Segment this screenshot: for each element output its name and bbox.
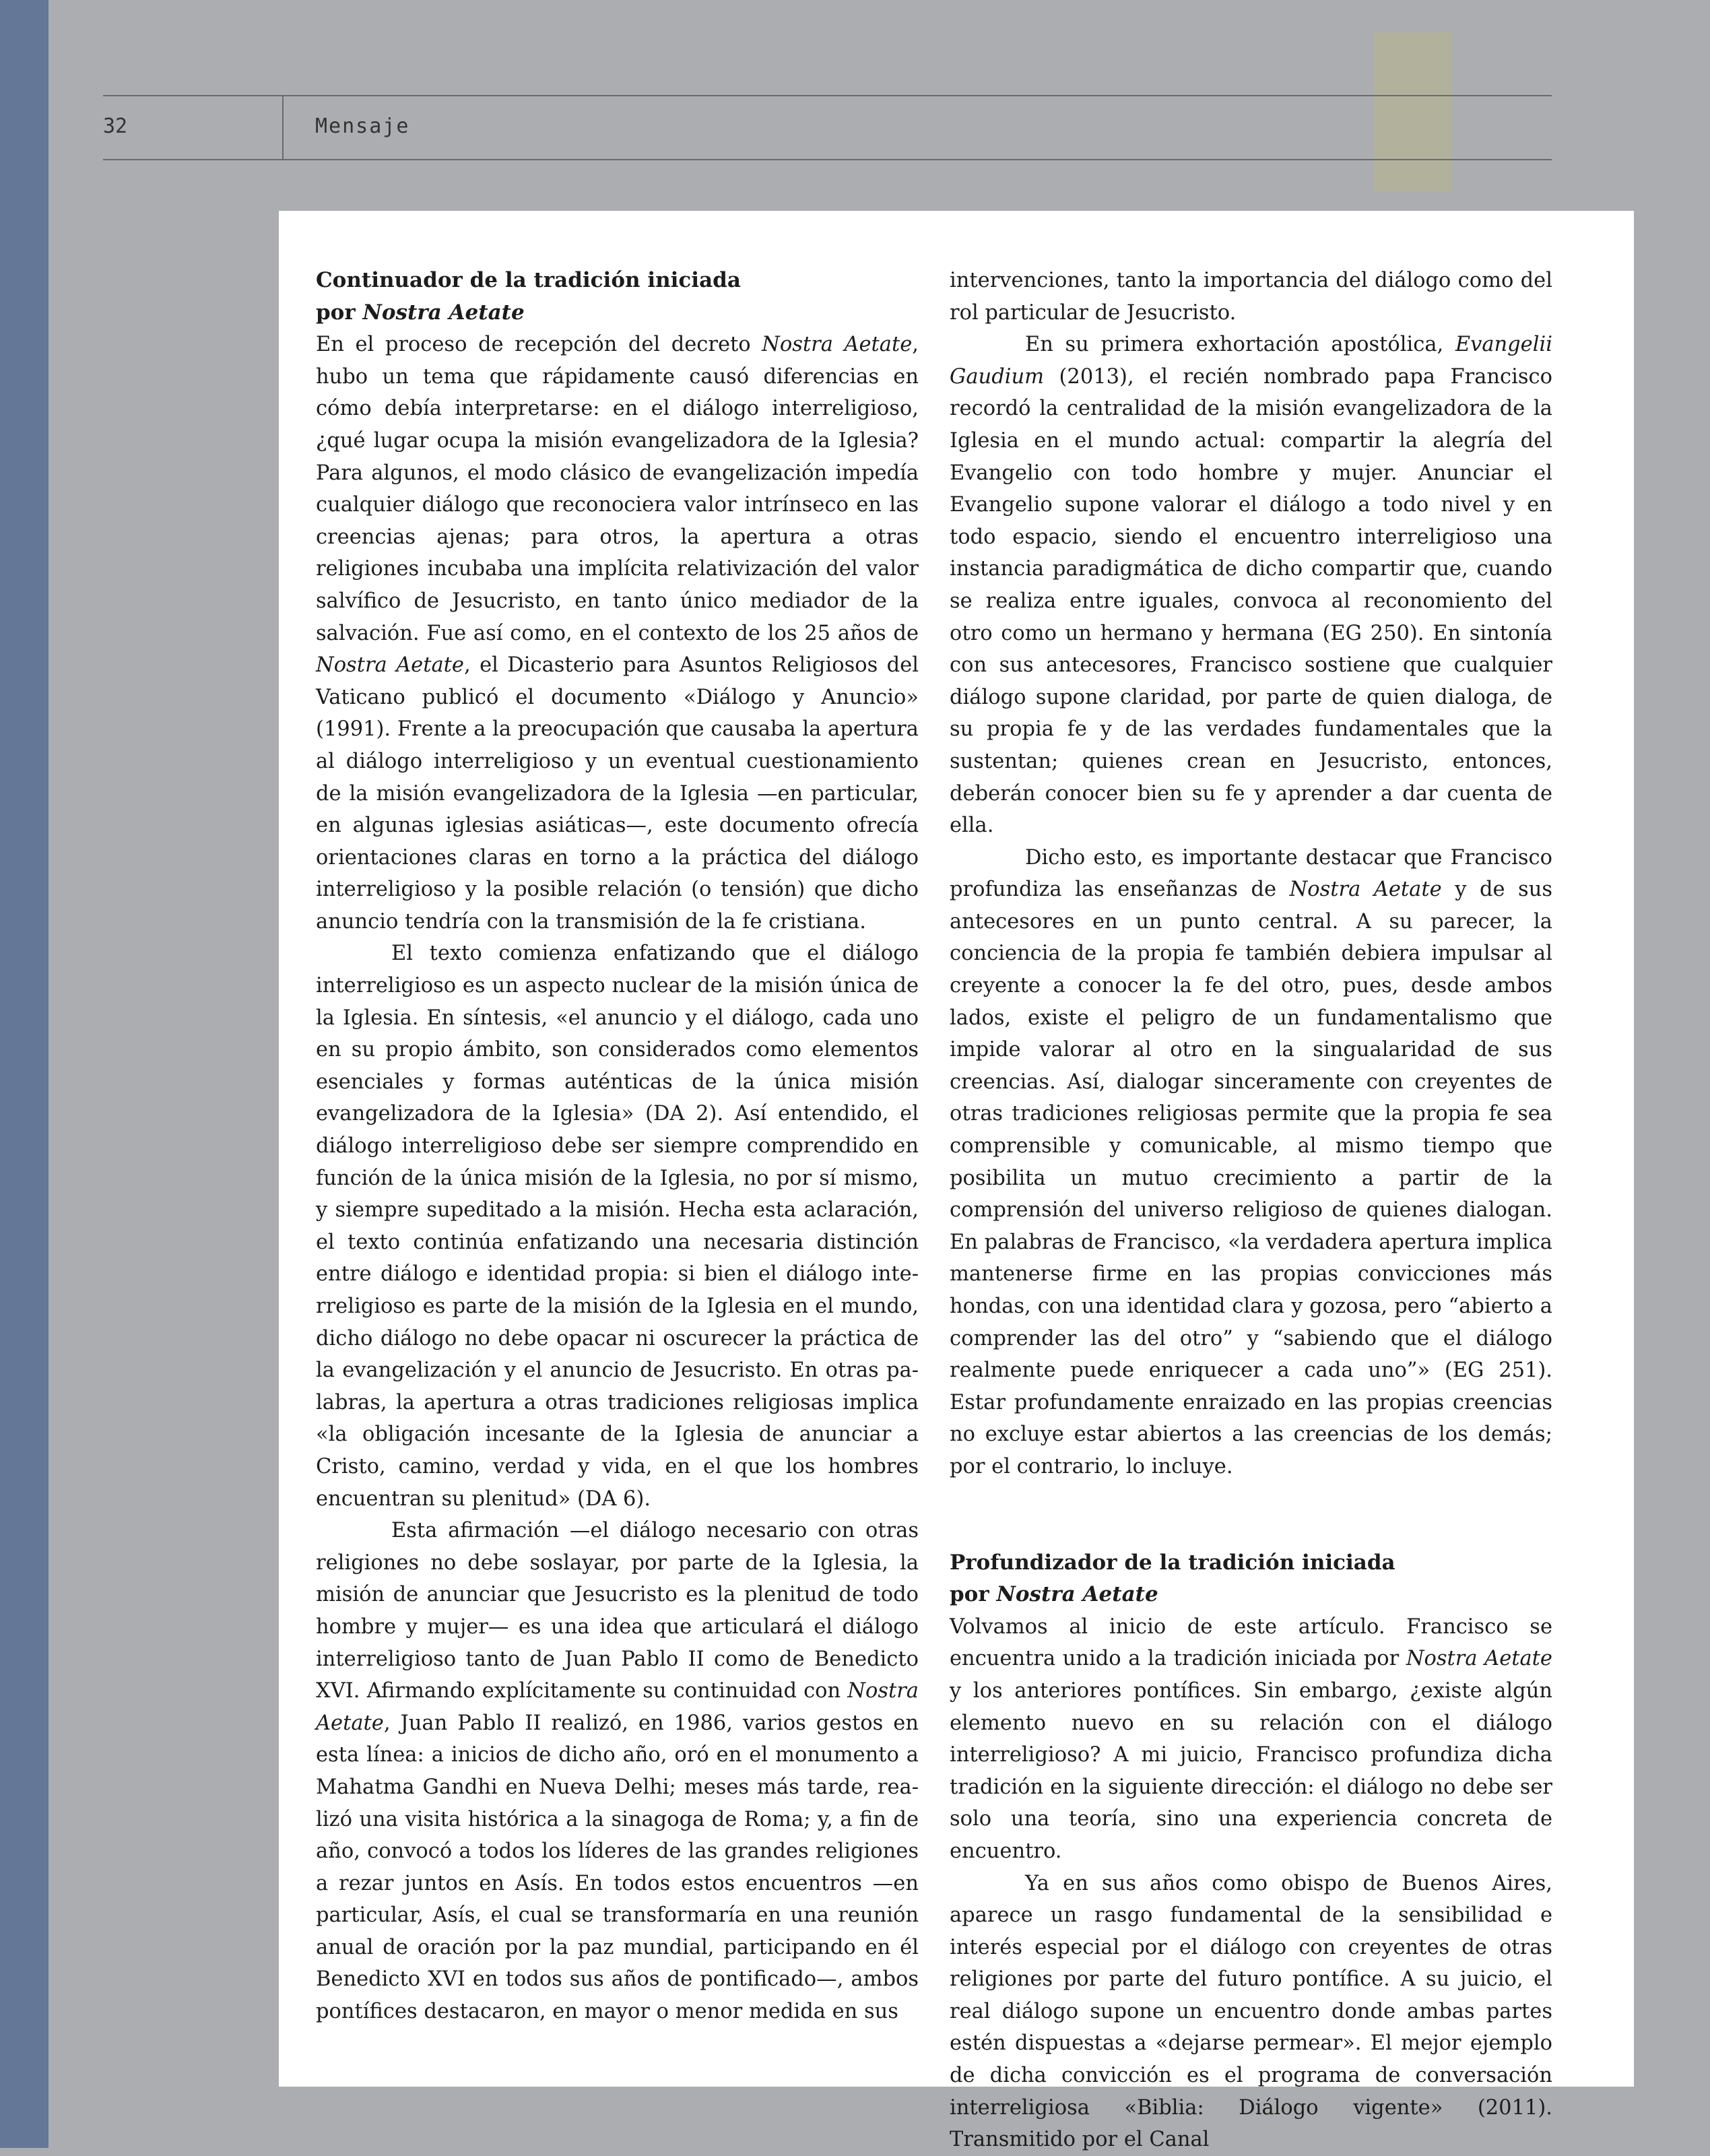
text-run: como de Benedicto [704, 1647, 919, 1671]
italic-run: Nostra Aetate [1406, 1647, 1552, 1671]
content-panel [279, 211, 1634, 2152]
roman-numeral: II [688, 1647, 704, 1671]
text-run: 250). En sintonía con sus antecesores, Francisco sostiene que cualquier diálogo supone claridad, por parte de quien dialoga, de su propia fe y de las verdades fundamentales que la sustentan; quienes crean en Jesucristo, entonces, deberán conocer bien su fe y aprender a dar cuenta de ella. [950, 621, 1552, 838]
text-run: En el proceso de recepción del decreto [316, 333, 762, 357]
text-run: . Afirmando explícitamente su continuidad con [353, 1679, 848, 1703]
side-band [0, 0, 48, 2148]
italic-run: Nostra Aetate [1289, 878, 1442, 902]
paragraph [950, 329, 1552, 842]
text-run: Volvamos al inicio de este artículo. Francisco se encuentra unido a la tradición iniciada por [950, 1614, 1552, 1671]
text-run: , Juan Pablo [383, 1711, 525, 1735]
header-rule-top [103, 95, 1552, 96]
italic-run: Evangelii Gaudium [950, 333, 1552, 389]
paragraph [316, 938, 919, 1515]
roman-numeral: XVI [316, 1679, 354, 1703]
text-run: , hubo un tema que rápidamente causó diferencias en cómo debía interpretarse: en el diálogo interreligioso, ¿qué lugar ocupa la misión evangelizadora de la Iglesia? Para algunos, el modo clásico de evangelización impedía cualquier diálogo que reconociera valor intrínseco en las creencias ajenas; para otros, la apertura a otras religiones incubaba una implícita relativización del valor salvífico de Jesucristo, en tanto único mediador de la salvación. Fue así como, en el contexto de los 25 años de [316, 333, 919, 645]
text-run: Dicho esto, es importante destacar que Francisco profundiza las enseñanzas de [950, 845, 1552, 902]
italic-run: Nostra Aetate [316, 653, 464, 678]
heading-line2-italic: Nostra Aetate [996, 1582, 1158, 1607]
abbreviation: DA [585, 1487, 617, 1511]
heading-line1: Profundizador de la tradición iniciada [950, 1550, 1395, 1575]
roman-numeral: XVI [428, 1967, 465, 1992]
italic-run: Nostra Aetate [762, 333, 913, 357]
paragraph [950, 842, 1552, 1483]
italic-run: Nostra Aetate [316, 1679, 919, 1735]
heading-line2-italic: Nostra Aetate [362, 300, 525, 325]
text-run: realizó, en 1986, varios gestos en esta línea: a inicios de dicho año, oró en el monumento a Mahatma Gandhi en Nueva Delhi; meses más tarde, realizó una visita histórica a la sinagoga de Roma; y, a fin de año, convocó a todos los líderes de las grandes religiones a rezar juntos en Asís. En todos estos encuentros —en particular, Asís, el cual se transformaría en una reunión anual de oración por la paz mundial, participando en él Benedicto [316, 1711, 919, 1992]
section-label: Mensaje [315, 115, 410, 138]
text-run: en todos sus años de pontificado—, ambos pontífices destacaron, en mayor o menor medida en sus [316, 1967, 919, 2024]
heading-line2-prefix: por [950, 1582, 997, 1607]
page-number: 32 [103, 115, 128, 138]
text-run: y de sus antecesores en un punto central. A su parecer, la conciencia de la propia fe también debiera impulsar al creyente a conocer la fe del otro, pues, desde ambos lados, existe el peligro de un fundamentalismo que impide valorar al otro en la singualaridad de sus creencias. Así, dialogar sinceramente con creyentes de otras tradiciones religiosas permite que la propia fe sea comprensible y comunicable, al mismo tiempo que posibilita un mutuo crecimiento a partir de la comprensión del universo religioso de quienes dialogan. En palabras de Francisco, «la verdadera apertura implica mantenerse firme en las propias convicciones más hondas, con una identidad clara y gozosa, pero “abierto a comprender las del otro” y “sabiendo que el diálogo realmente puede enriquecer a cada uno”» ( [950, 878, 1552, 1383]
paragraph: Ya en sus años como obispo de Buenos Aires, aparece un rasgo fundamental de la sensibilidad e interés especial por el diálogo con creyentes de otras religiones por parte del futuro pontífice. A su juicio, el real diálogo supone un encuentro donde ambas partes estén dispuestas a «dejarse permear». El mejor ejemplo de dicha convicción es el programa de conversación interreligiosa «Biblia: Diálogo vigente» (2011). Transmitido por el Canal [950, 1871, 1552, 2152]
text-run: 251). Estar profundamente enraizado en las propias creencias no excluye estar abiertos a las creencias de los demás; por el contrario, lo incluye. [950, 1359, 1552, 1478]
text-run: Esta afirmación —el diálogo necesario con otras religiones no debe soslayar, por parte de la Iglesia, la misión de anunciar que Jesucristo es la plenitud de todo hombre y mujer— es una idea que articulará el diálogo interreligioso tanto de Juan Pablo [316, 1519, 919, 1671]
paragraph: intervenciones, tanto la importancia del diálogo como del rol particular de Jesucristo. [950, 269, 1552, 325]
header-divider [282, 95, 284, 160]
abbreviation: DA [653, 1102, 685, 1126]
text-run: 2). Así entendido, el diálogo interreligioso debe ser siempre comprendido en función de la única misión de la Iglesia, no por sí mismo, y siempre supeditado a la misión. Hecha esta aclaración, el texto continúa enfatizando una necesaria distinción entre diálogo e identidad propia: si bien el diálogo interreligioso es parte de la misión de la Iglesia en el mundo, dicho diálogo no debe opacar ni oscurecer la práctica de la evangelización y el anuncio de Jesucristo. En otras palabras, la apertura a otras tradiciones religiosas implica «la obligación incesante de la Iglesia de anunciar a Cristo, camino, verdad y vida, en el que los hombres encuentran su plenitud» ( [316, 1102, 919, 1511]
chapter-tab-marker [1373, 32, 1451, 191]
text-run: El texto comienza enfatizando que el diálogo interreligioso es un aspecto nuclear de la misión única de la Iglesia. En síntesis, «el anuncio y el diálogo, cada uno en su propio ámbito, son considerados como elementos esenciales y formas auténticas de la única misión evangelizadora de la Iglesia» ( [316, 942, 919, 1126]
text-run: En su primera exhortación apostólica, [1025, 333, 1455, 357]
text-run: (2013), el recién nombrado papa Francisco recordó la centralidad de la misión evangelizadora de la Iglesia en el mundo actual: compartir la alegría del Evangelio con todo hombre y mujer. Anunciar el Evangelio supone valorar el diálogo a todo nivel y en todo espacio, siendo el encuentro interreligioso una instancia paradigmática de dicho compartir que, cuando se realiza entre iguales, convoca al reconomiento del otro como un hermano y hermana ( [950, 364, 1552, 645]
heading-line1: Continuador de la tradición iniciada [316, 268, 741, 292]
abbreviation: EG [1452, 1359, 1484, 1383]
right-column [950, 265, 1552, 2156]
header-rule-bottom [103, 159, 1552, 160]
left-column [316, 265, 919, 2028]
text-run: y los anteriores pontífices. Sin embargo, ¿existe algún elemento nuevo en su relación con el diálogo interreligioso? A mi juicio, Francisco profundiza dicha tradición en la siguiente dirección: el diálogo no debe ser solo una teoría, sino una experiencia concreta de encuentro. [950, 1678, 1552, 1863]
text-run: 6). [616, 1487, 651, 1511]
section-spacer [950, 1483, 1552, 1547]
roman-numeral: II [525, 1711, 541, 1735]
paragraph [316, 329, 919, 938]
section-heading-continuador [316, 265, 919, 329]
abbreviation: EG [1330, 621, 1362, 645]
paragraph [950, 1611, 1552, 1868]
text-run: , el Dicasterio para Asuntos Religiosos del Vaticano publicó el documento «Diálogo y Anuncio» (1991). Frente a la preocupación que causaba la apertura al diálogo interreligioso y un eventual cuestionamiento de la misión evangelizadora de la Iglesia —en particular, en algunas iglesias asiáticas—, este documento ofrecía orientaciones claras en torno a la práctica del diálogo interreligioso y la posible relación (o tensión) que dicho anuncio tendría con la transmisión de la fe cristiana. [316, 653, 919, 934]
paragraph [316, 1515, 919, 2028]
section-heading-profundizador [950, 1547, 1552, 1611]
heading-line2-prefix: por [316, 300, 363, 325]
